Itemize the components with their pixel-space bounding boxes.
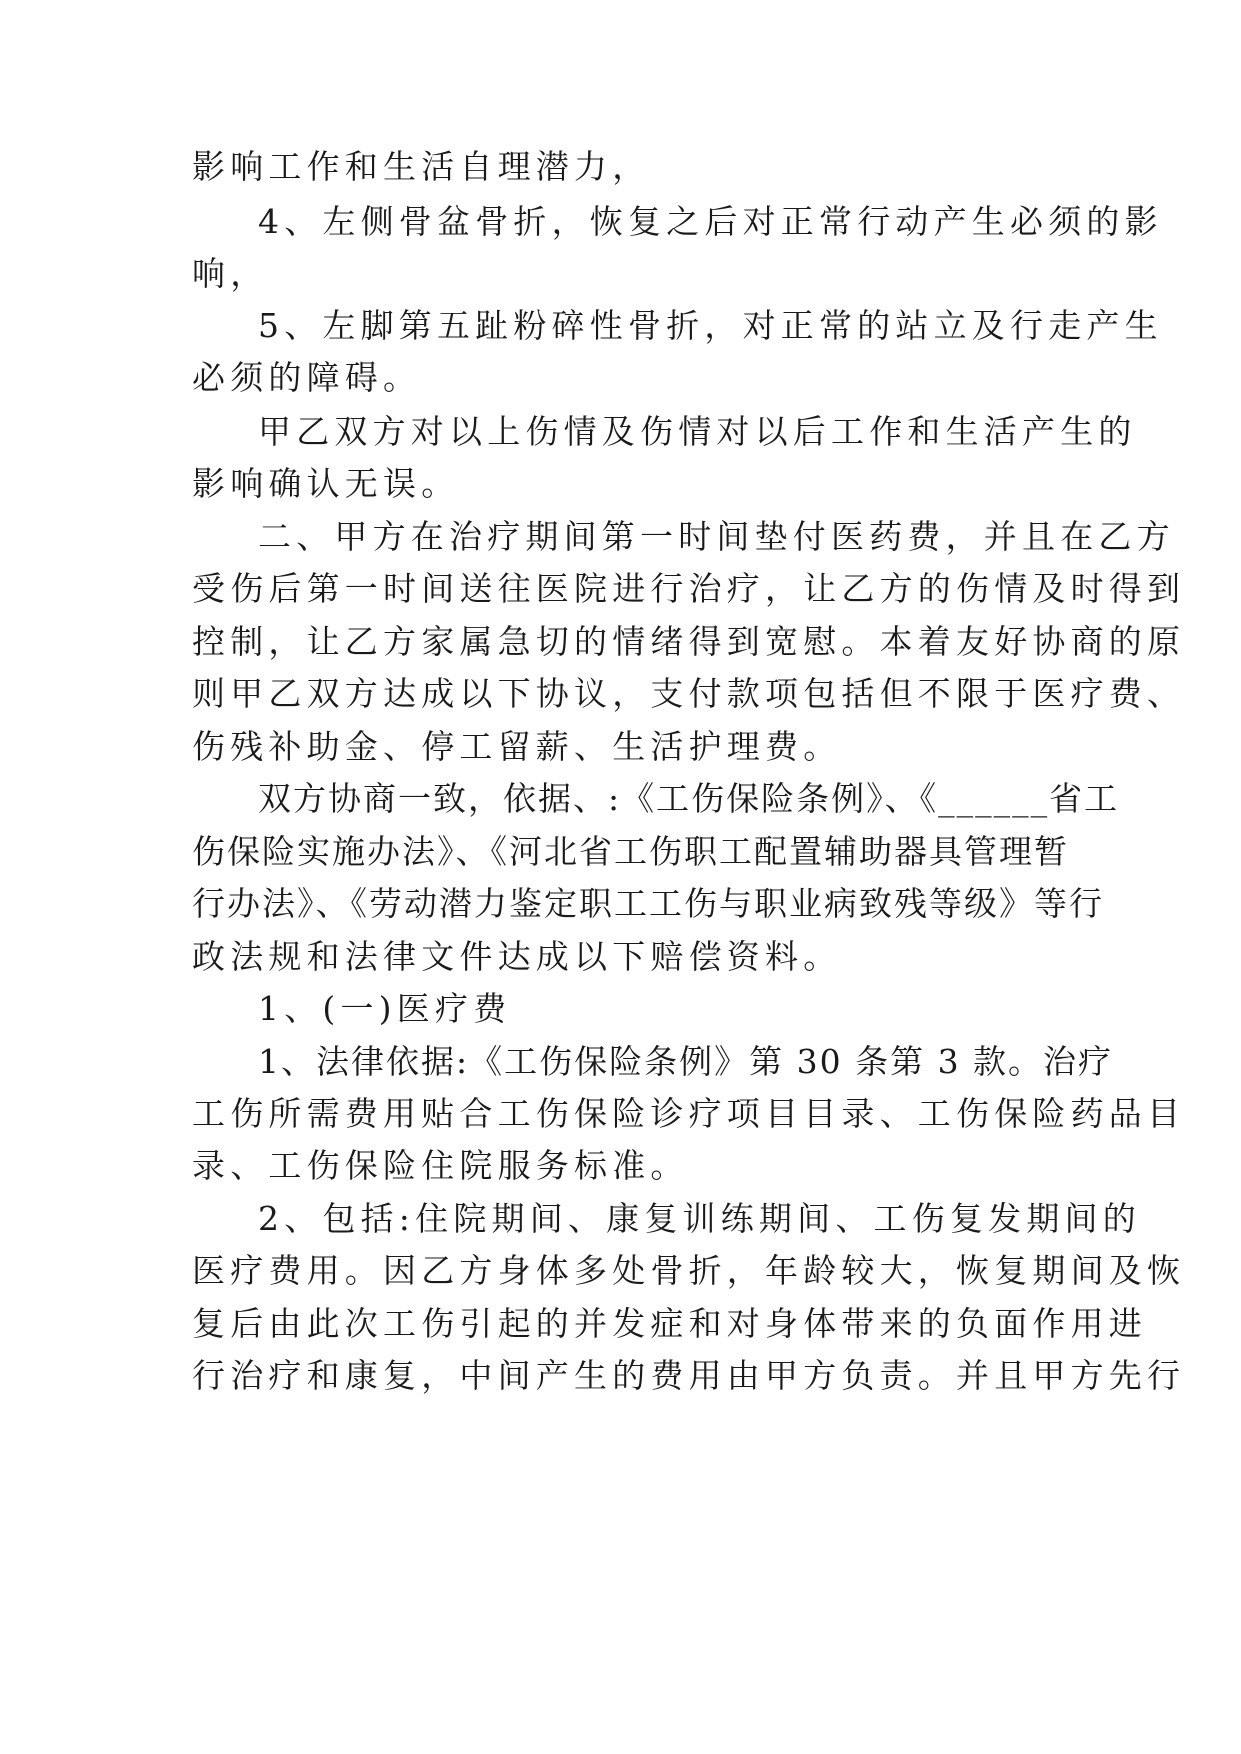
body-line: 医疗费用。因乙方身体多处骨折，年龄较大，恢复期间及恢 (192, 1251, 1186, 1290)
body-line: 伤保险实施办法》、《河北省工伤职工配置辅助器具管理暂 (192, 832, 1069, 871)
body-line: 响， (192, 254, 269, 293)
body-line: 则甲乙双方达成以下协议，支付款项包括但不限于医疗费、 (192, 674, 1186, 713)
body-line: 政法规和法律文件达成以下赔偿资料。 (192, 937, 842, 976)
body-line: 受伤后第一时间送往医院进行治疗，让乙方的伤情及时得到 (192, 569, 1186, 608)
body-line: 行办法》、《劳动潜力鉴定职工工伤与职业病致残等级》等行 (192, 884, 1104, 923)
body-line: 伤残补助金、停工留薪、生活护理费。 (192, 727, 842, 766)
body-line: 复后由此次工伤引起的并发症和对身体带来的负面作用进 (192, 1304, 1147, 1343)
body-line: 5、左脚第五趾粉碎性骨折，对正常的站立及行走产生 (258, 306, 1163, 345)
section-heading: 1、(一)医疗费 (258, 989, 512, 1028)
body-line: 影响工作和生活自理潜力， (192, 147, 651, 186)
body-line: 4、左侧骨盆骨折，恢复之后对正常行动产生必须的影 (258, 202, 1163, 241)
body-line: 必须的障碍。 (192, 358, 422, 397)
body-line: 影响确认无误。 (192, 464, 460, 503)
body-line: 双方协商一致，依据、:《工伤保险条例》、《______省工 (258, 779, 1120, 818)
body-line: 控制，让乙方家属急切的情绪得到宽慰。本着友好协商的原 (192, 622, 1186, 661)
body-line: 工伤所需费用贴合工伤保险诊疗项目目录、工伤保险药品目 (192, 1094, 1186, 1133)
body-line: 录、工伤保险住院服务标准。 (192, 1146, 689, 1185)
body-line: 行治疗和康复，中间产生的费用由甲方负责。并且甲方先行 (192, 1356, 1186, 1395)
body-line: 二、甲方在治疗期间第一时间垫付医药费，并且在乙方 (258, 517, 1175, 556)
body-line: 甲乙双方对以上伤情及伤情对以后工作和生活产生的 (258, 412, 1137, 451)
body-line: 2、包括:住院期间、康复训练期间、工伤复发期间的 (258, 1199, 1141, 1238)
body-line: 1、法律依据:《工伤保险条例》第 30 条第 3 款。治疗 (258, 1042, 1114, 1081)
